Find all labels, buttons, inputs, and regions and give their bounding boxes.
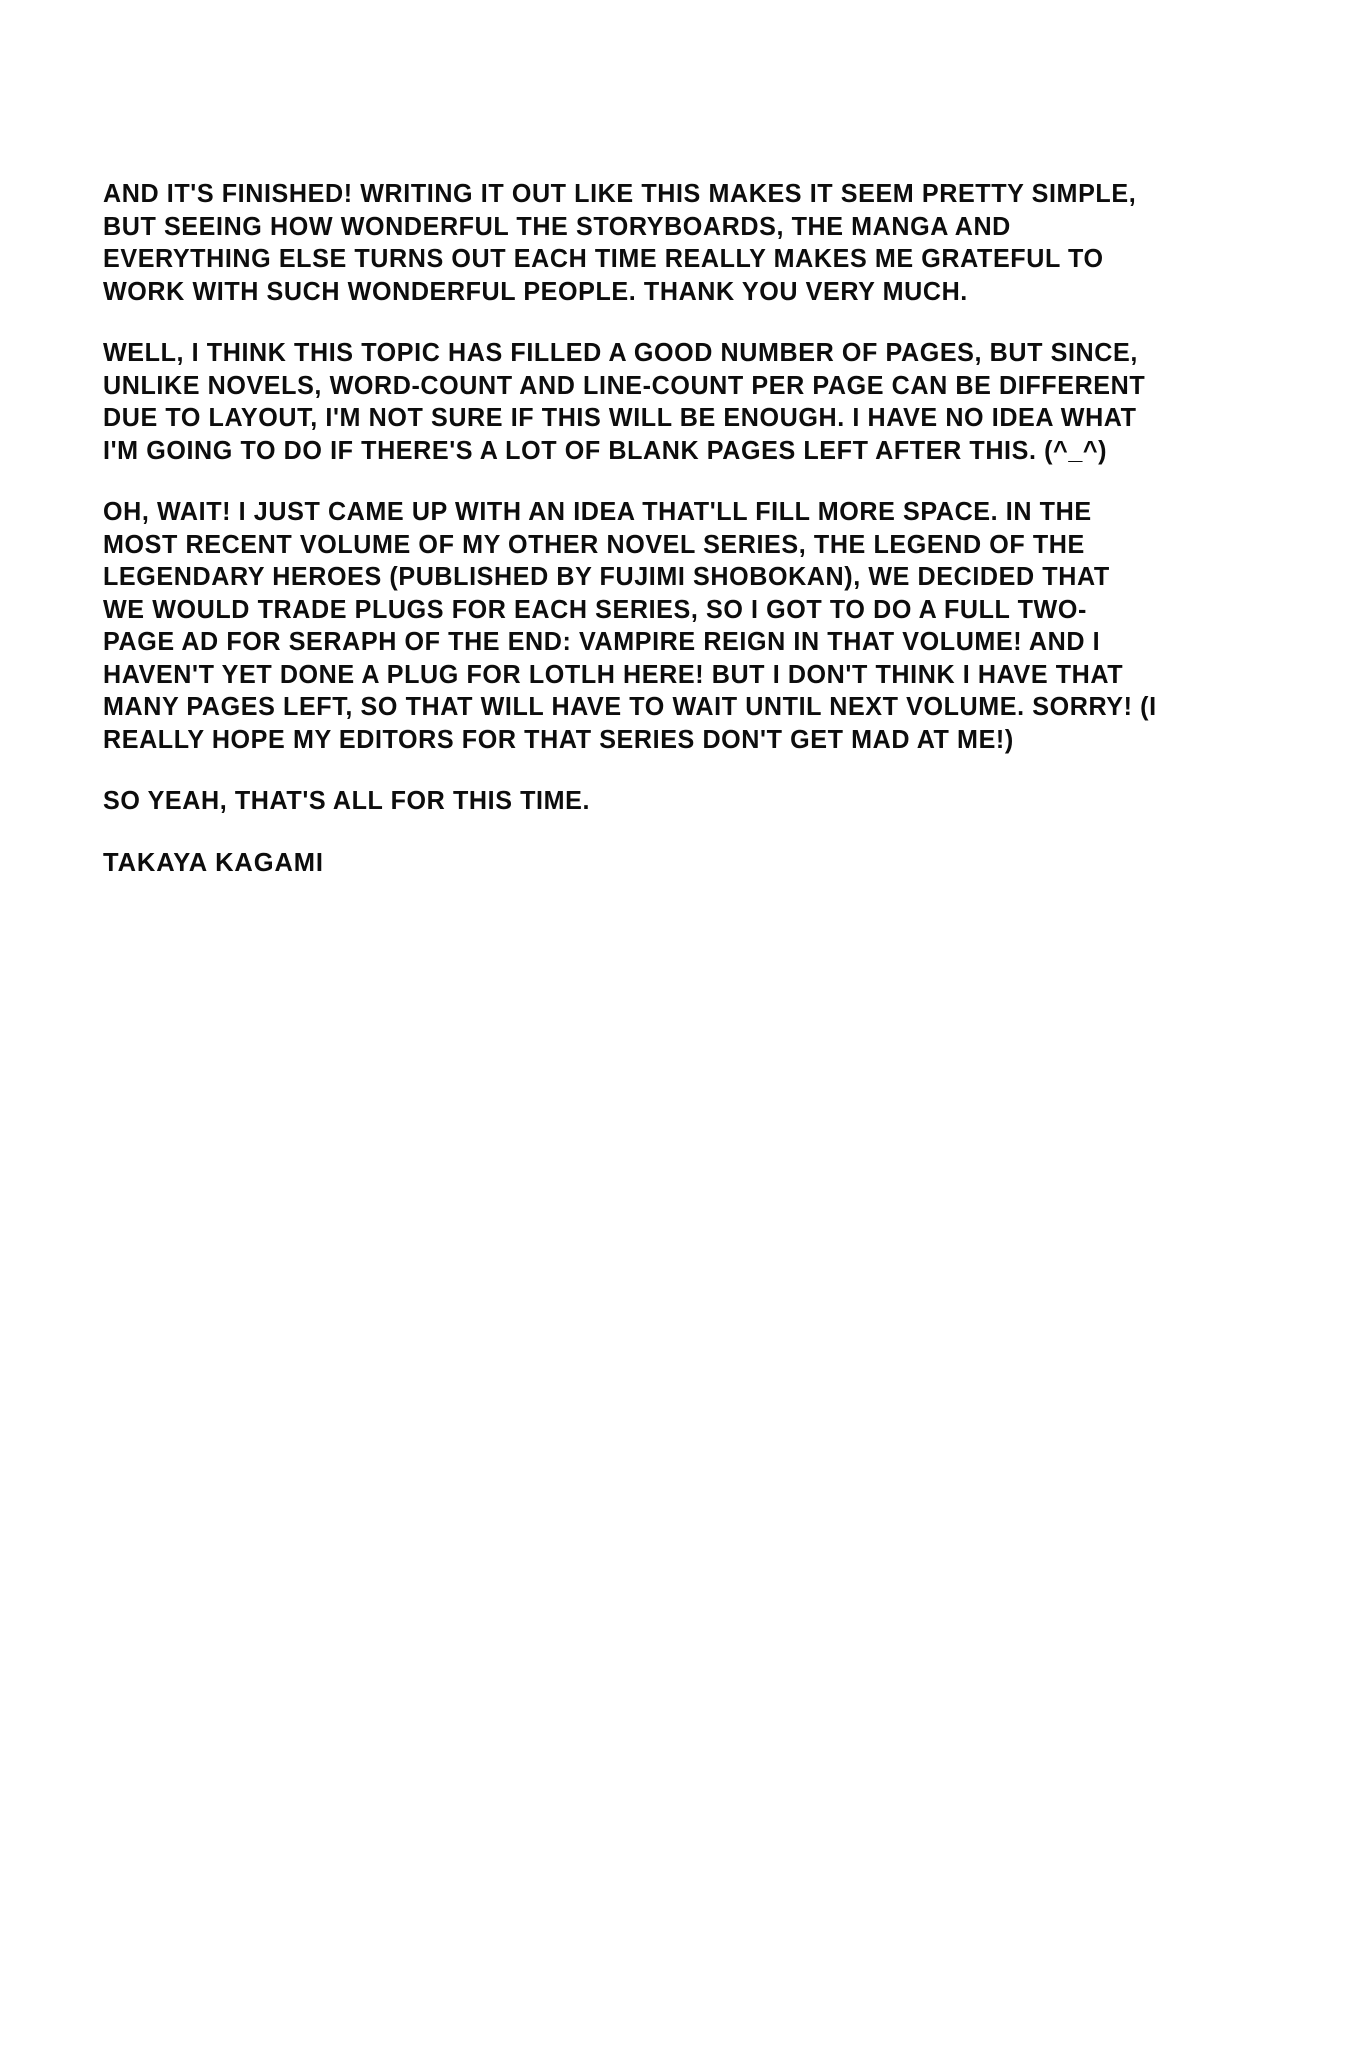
afterword-paragraph-3: OH, WAIT! I JUST CAME UP WITH AN IDEA THAT'LL FILL MORE SPACE. IN THE MOST RECENT VOLUME OF MY OTHER NOVEL SERIES, THE LEGEND OF THE LEGENDARY HEROES (PUBLISHED BY FUJIMI SHOBOKAN), WE DECIDED THAT WE WOULD TRADE PLUGS FOR EACH SERIES, SO I GOT TO DO A FULL TWO-PAGE AD FOR SERAPH OF THE END: VAMPIRE REIGN IN THAT VOLUME! AND I HAVEN'T YET DONE A PLUG FOR LOTLH HERE! BUT I DON'T THINK I HAVE THAT MANY PAGES LEFT, SO THAT WILL HAVE TO WAIT UNTIL NEXT VOLUME. SORRY! (I REALLY HOPE MY EDITORS FOR THAT SERIES DON'T GET MAD AT ME!) — [103, 498, 1157, 754]
afterword-paragraph-4: SO YEAH, THAT'S ALL FOR THIS TIME. — [103, 787, 591, 815]
afterword-paragraph-2: WELL, I THINK THIS TOPIC HAS FILLED A GOOD NUMBER OF PAGES, BUT SINCE, UNLIKE NOVELS, WORD-COUNT AND LINE-COUNT PER PAGE CAN BE DIFFERENT DUE TO LAYOUT, I'M NOT SURE IF THIS WILL BE ENOUGH. I HAVE NO IDEA WHAT I'M GOING TO DO IF THERE'S A LOT OF BLANK PAGES LEFT AFTER THIS. (^_^) — [103, 339, 1146, 465]
author-signature: TAKAYA KAGAMI — [103, 848, 324, 877]
afterword-paragraph-1: AND IT'S FINISHED! WRITING IT OUT LIKE THIS MAKES IT SEEM PRETTY SIMPLE, BUT SEEING HOW WONDERFUL THE STORYBOARDS, THE MANGA AND EVERYTHING ELSE TURNS OUT EACH TIME REALLY MAKES ME GRATEFUL TO WORK WITH SUCH WONDERFUL PEOPLE. THANK YOU VERY MUCH. — [103, 180, 1137, 306]
afterword-text-block — [103, 178, 1173, 879]
